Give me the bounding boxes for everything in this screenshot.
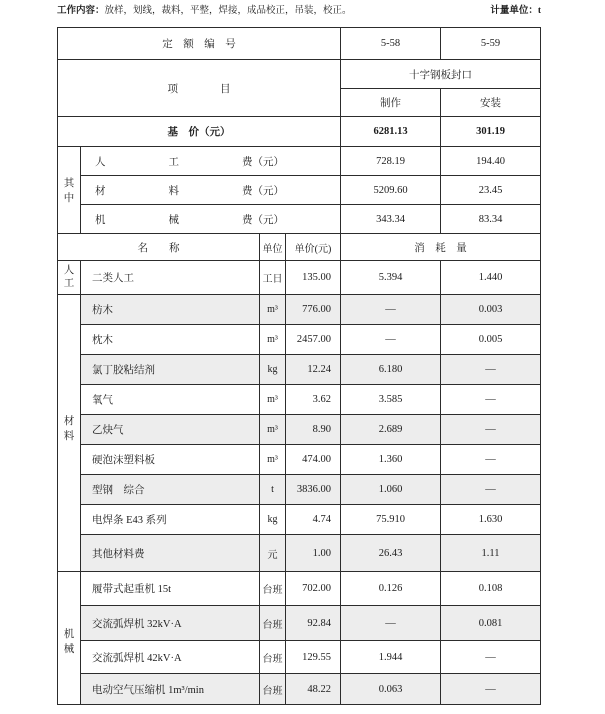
material-price: 776.00 bbox=[286, 295, 341, 325]
material-install: 1.11 bbox=[441, 535, 541, 572]
machine-unit: 台班 bbox=[260, 674, 286, 705]
labor-cost-make: 728.19 bbox=[341, 147, 441, 176]
base-price-row bbox=[58, 117, 541, 147]
measure-unit-note: 计量单位：t bbox=[490, 6, 541, 16]
machine-row bbox=[58, 641, 541, 674]
labor-install: 1.440 bbox=[441, 261, 541, 295]
material-row bbox=[58, 475, 541, 505]
among-top: 其 bbox=[63, 178, 75, 189]
material-make: 75.910 bbox=[341, 505, 441, 535]
labor-unit: 工日 bbox=[260, 261, 286, 295]
material-price: 12.24 bbox=[286, 355, 341, 385]
material-unit: kg bbox=[260, 505, 286, 535]
material-name: 枕木 bbox=[81, 325, 260, 355]
material-row bbox=[58, 505, 541, 535]
labor-cost-label: 人 工 费（元） bbox=[81, 147, 341, 176]
material-row bbox=[58, 445, 541, 475]
material-name: 枋木 bbox=[81, 295, 260, 325]
material-price: 3836.00 bbox=[286, 475, 341, 505]
material-unit: m³ bbox=[260, 385, 286, 415]
material-cost-label: 材 料 费（元） bbox=[81, 176, 341, 205]
material-unit: m³ bbox=[260, 415, 286, 445]
machine-make: 1.944 bbox=[341, 641, 441, 674]
machine-cost-label: 机 械 费（元） bbox=[81, 205, 341, 234]
item-group-row bbox=[58, 60, 541, 89]
material-category-cell bbox=[58, 295, 81, 572]
material-name: 硬泡沫塑料板 bbox=[81, 445, 260, 475]
quota-code-install: 5-59 bbox=[441, 28, 541, 60]
labor-row bbox=[58, 261, 541, 295]
detail-header-row bbox=[58, 234, 541, 261]
among-bottom: 中 bbox=[63, 193, 75, 204]
material-cat-bottom: 料 bbox=[63, 431, 75, 442]
material-price: 4.74 bbox=[286, 505, 341, 535]
machine-install: 0.108 bbox=[441, 572, 541, 606]
machine-name: 电动空气压缩机 1m³/min bbox=[81, 674, 260, 705]
quota-number-row bbox=[58, 28, 541, 60]
material-install: — bbox=[441, 415, 541, 445]
material-make: 1.360 bbox=[341, 445, 441, 475]
machine-install: — bbox=[441, 674, 541, 705]
item-group: 十字钢板封口 bbox=[341, 60, 541, 89]
material-unit: m³ bbox=[260, 295, 286, 325]
quota-table bbox=[57, 27, 541, 705]
material-install: 0.003 bbox=[441, 295, 541, 325]
material-unit: kg bbox=[260, 355, 286, 385]
machine-cost-make: 343.34 bbox=[341, 205, 441, 234]
quota-code-make: 5-58 bbox=[341, 28, 441, 60]
labor-make: 5.394 bbox=[341, 261, 441, 295]
material-install: — bbox=[441, 445, 541, 475]
material-install: — bbox=[441, 385, 541, 415]
material-make: 26.43 bbox=[341, 535, 441, 572]
material-install: — bbox=[441, 475, 541, 505]
header-line bbox=[57, 5, 541, 18]
machine-unit: 台班 bbox=[260, 572, 286, 606]
material-price: 2457.00 bbox=[286, 325, 341, 355]
material-name: 其他材料费 bbox=[81, 535, 260, 572]
labor-cost-row bbox=[58, 147, 541, 176]
machine-name: 履带式起重机 15t bbox=[81, 572, 260, 606]
machine-row bbox=[58, 572, 541, 606]
material-make: — bbox=[341, 325, 441, 355]
machine-row bbox=[58, 674, 541, 705]
material-row bbox=[58, 325, 541, 355]
name-header: 名 称 bbox=[58, 234, 260, 261]
machine-category-cell bbox=[58, 572, 81, 705]
machine-row bbox=[58, 606, 541, 641]
machine-unit: 台班 bbox=[260, 606, 286, 641]
machine-cat-bottom: 械 bbox=[63, 644, 75, 655]
machine-price: 92.84 bbox=[286, 606, 341, 641]
material-cat-top: 材 bbox=[63, 416, 75, 427]
material-make: — bbox=[341, 295, 441, 325]
material-unit: 元 bbox=[260, 535, 286, 572]
material-name: 氧气 bbox=[81, 385, 260, 415]
material-cost-make: 5209.60 bbox=[341, 176, 441, 205]
material-install: — bbox=[441, 355, 541, 385]
machine-install: — bbox=[441, 641, 541, 674]
material-name: 电焊条 E43 系列 bbox=[81, 505, 260, 535]
labor-cost-install: 194.40 bbox=[441, 147, 541, 176]
price-header: 单价(元) bbox=[286, 234, 341, 261]
machine-name: 交流弧焊机 32kV·A bbox=[81, 606, 260, 641]
labor-cat-top: 人 bbox=[63, 265, 75, 277]
material-cost-row bbox=[58, 176, 541, 205]
machine-cost-install: 83.34 bbox=[441, 205, 541, 234]
material-name: 型钢 综合 bbox=[81, 475, 260, 505]
material-name: 氯丁胶粘结剂 bbox=[81, 355, 260, 385]
sub-item-make: 制作 bbox=[341, 89, 441, 117]
machine-name: 交流弧焊机 42kV·A bbox=[81, 641, 260, 674]
material-unit: m³ bbox=[260, 325, 286, 355]
material-price: 3.62 bbox=[286, 385, 341, 415]
machine-price: 129.55 bbox=[286, 641, 341, 674]
work-content-text: 放样，划线，裁料，平整，焊接，成品校正，吊装，校正。 bbox=[104, 6, 352, 16]
machine-cost-row bbox=[58, 205, 541, 234]
item-label: 项 目 bbox=[58, 60, 341, 117]
material-row bbox=[58, 535, 541, 572]
base-price-install: 301.19 bbox=[441, 117, 541, 147]
labor-name: 二类人工 bbox=[81, 261, 260, 295]
sub-item-install: 安装 bbox=[441, 89, 541, 117]
unit-header: 单位 bbox=[260, 234, 286, 261]
material-unit: t bbox=[260, 475, 286, 505]
work-content bbox=[57, 5, 352, 18]
machine-install: 0.081 bbox=[441, 606, 541, 641]
machine-price: 48.22 bbox=[286, 674, 341, 705]
machine-unit: 台班 bbox=[260, 641, 286, 674]
material-row bbox=[58, 415, 541, 445]
machine-cat-top: 机 bbox=[63, 629, 75, 640]
machine-make: 0.063 bbox=[341, 674, 441, 705]
material-make: 1.060 bbox=[341, 475, 441, 505]
labor-category-cell bbox=[58, 261, 81, 295]
material-price: 8.90 bbox=[286, 415, 341, 445]
machine-price: 702.00 bbox=[286, 572, 341, 606]
material-row bbox=[58, 385, 541, 415]
material-price: 474.00 bbox=[286, 445, 341, 475]
material-row bbox=[58, 355, 541, 385]
among-which-cell bbox=[58, 147, 81, 234]
material-make: 6.180 bbox=[341, 355, 441, 385]
material-install: 1.630 bbox=[441, 505, 541, 535]
labor-cat-bottom: 工 bbox=[63, 277, 75, 289]
machine-make: 0.126 bbox=[341, 572, 441, 606]
material-unit: m³ bbox=[260, 445, 286, 475]
material-name: 乙炔气 bbox=[81, 415, 260, 445]
material-cost-install: 23.45 bbox=[441, 176, 541, 205]
consumption-header: 消 耗 量 bbox=[341, 234, 541, 261]
material-make: 3.585 bbox=[341, 385, 441, 415]
material-price: 1.00 bbox=[286, 535, 341, 572]
material-row bbox=[58, 295, 541, 325]
base-price-make: 6281.13 bbox=[341, 117, 441, 147]
machine-make: — bbox=[341, 606, 441, 641]
material-install: 0.005 bbox=[441, 325, 541, 355]
material-make: 2.689 bbox=[341, 415, 441, 445]
quota-number-label: 定 额 编 号 bbox=[58, 28, 341, 60]
work-content-label: 工作内容： bbox=[57, 6, 105, 16]
labor-price: 135.00 bbox=[286, 261, 341, 295]
base-price-label: 基 价（元） bbox=[58, 117, 341, 147]
